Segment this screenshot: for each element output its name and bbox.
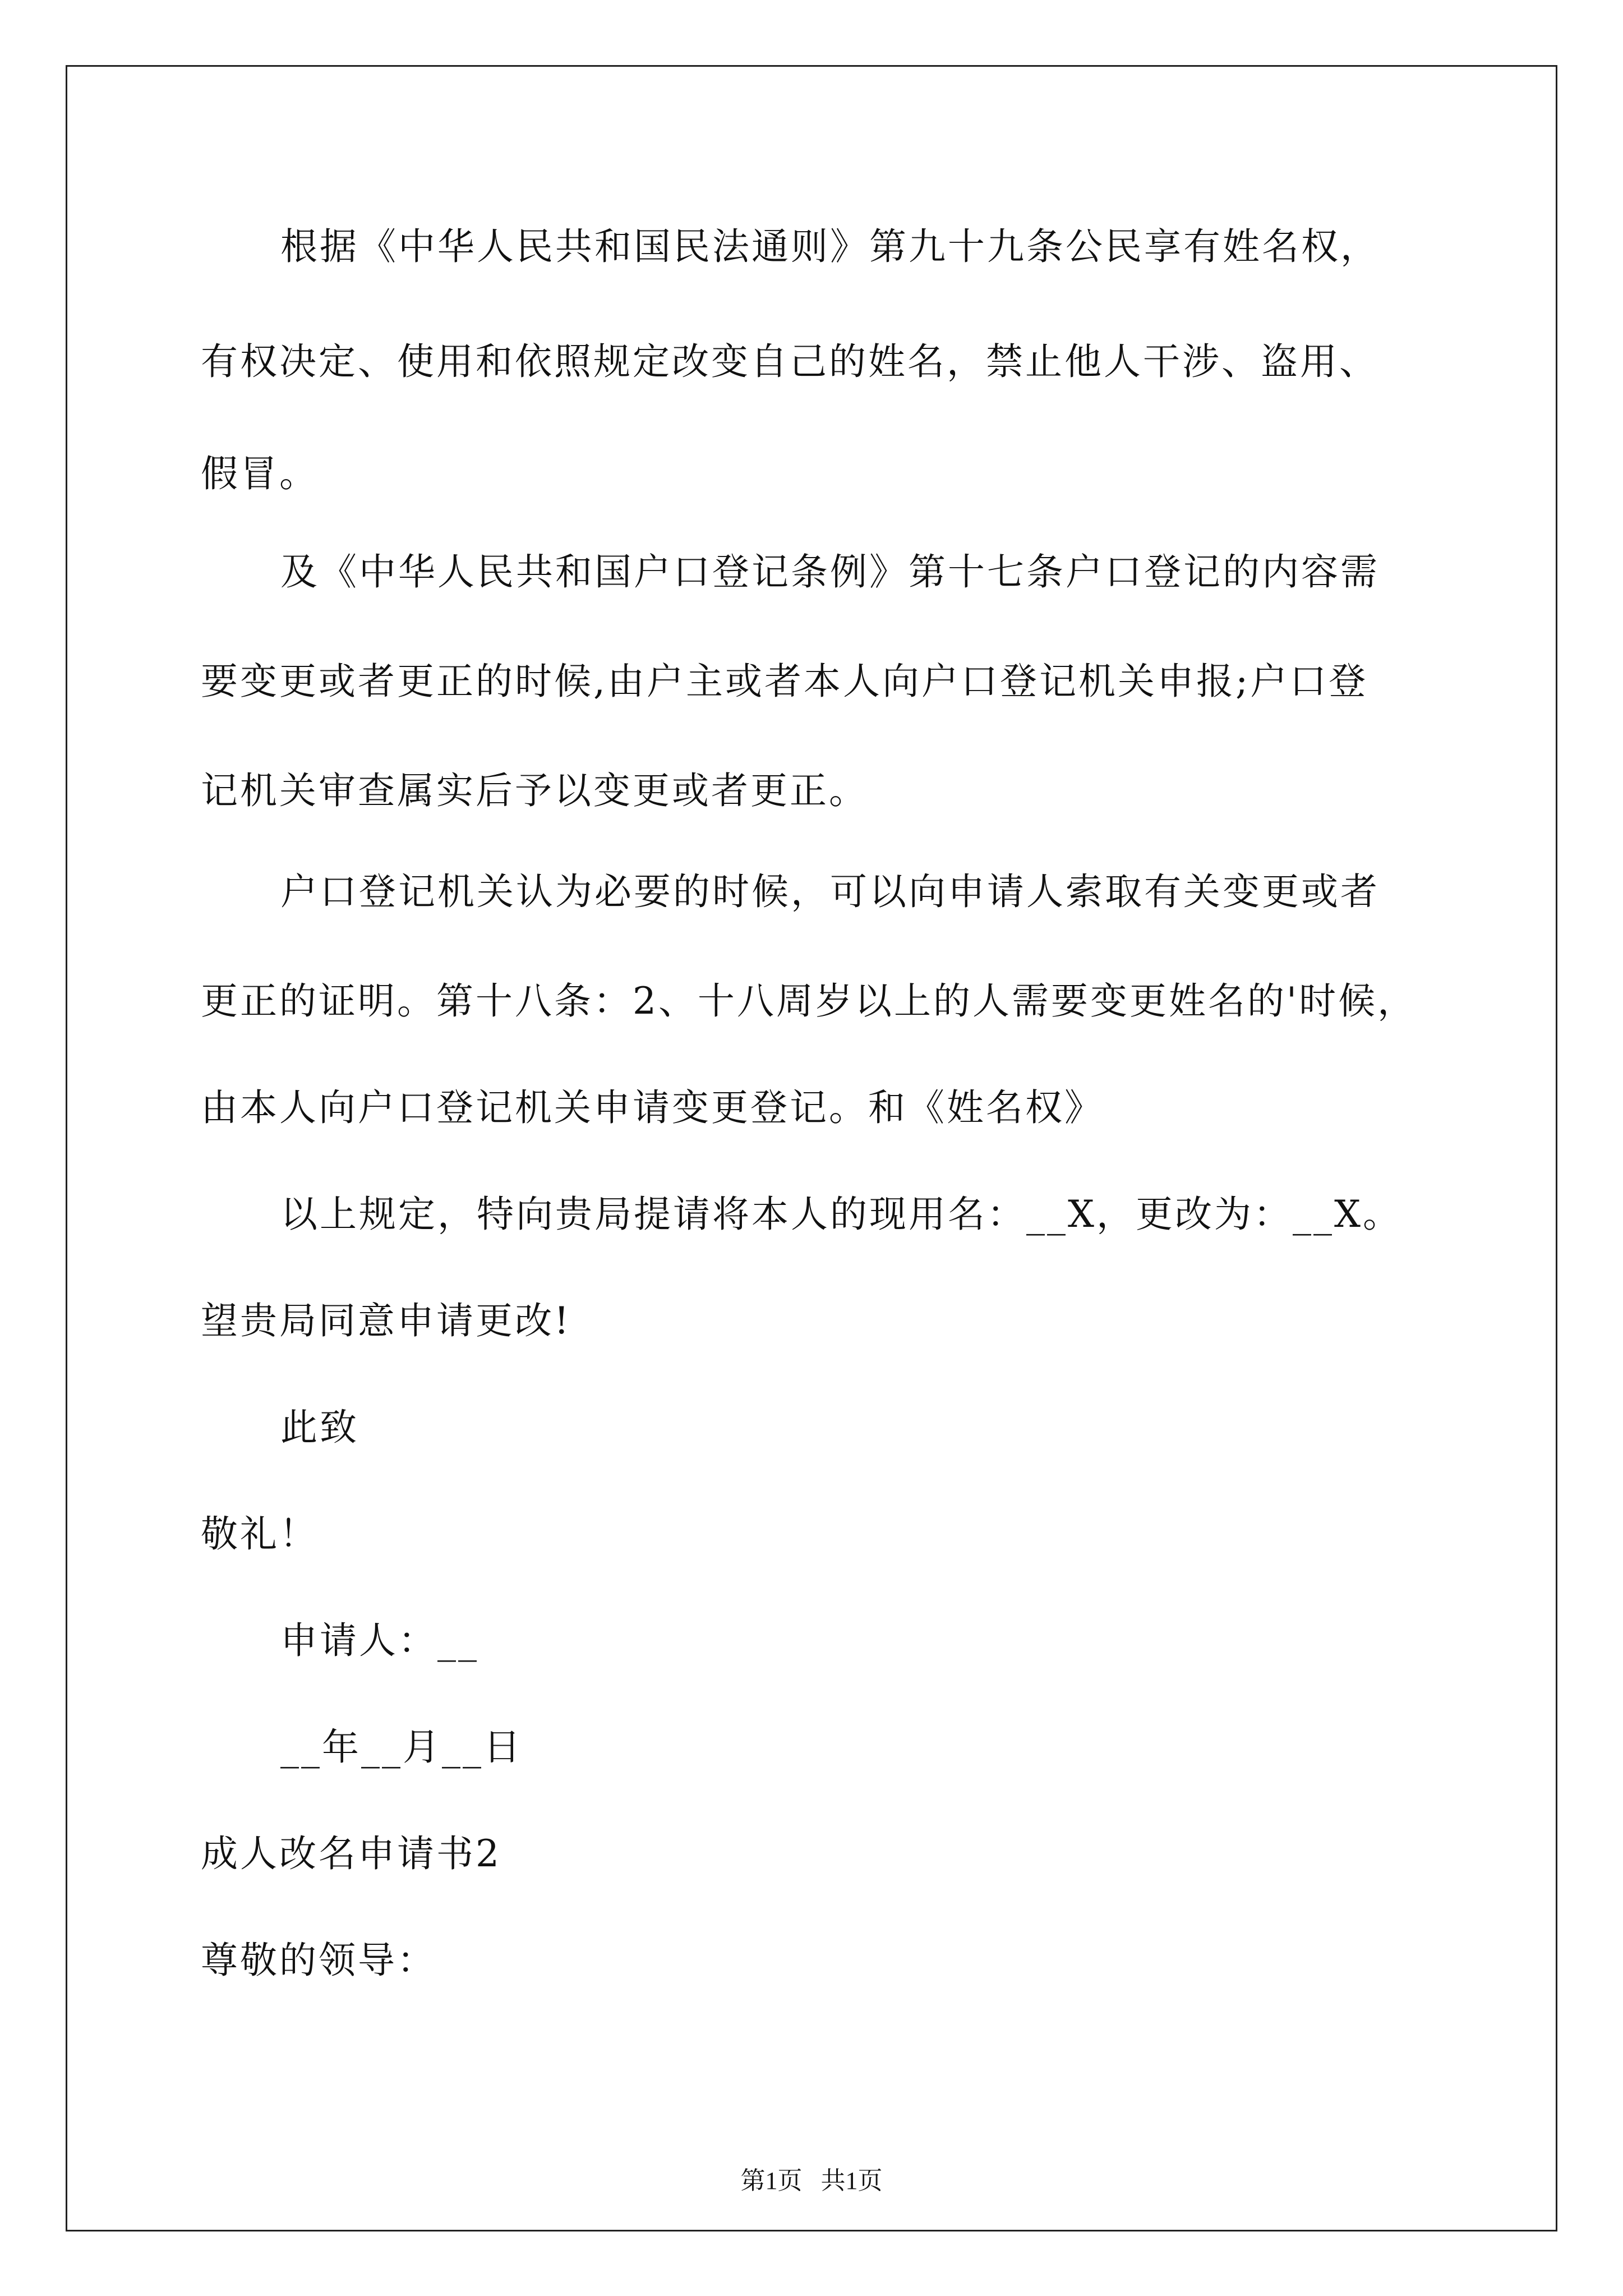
paragraph-2-line-3: 记机关审查属实后予以变更或者更正。 — [201, 769, 868, 812]
applicant-line: 申请人：__ — [280, 1619, 479, 1662]
paragraph-4-line-2: 望贵局同意申请更改! — [201, 1299, 571, 1342]
paragraph-1-line-1: 根据《中华人民共和国民法通则》第九十九条公民享有姓名权， — [280, 225, 1380, 268]
paragraph-3-line-2: 更正的证明。第十八条：2、十八周岁以上的人需要变更姓名的'时候， — [201, 979, 1417, 1023]
paragraph-3-line-1: 户口登记机关认为必要的时候，可以向申请人索取有关变更或者 — [280, 870, 1380, 913]
paragraph-3-line-3: 由本人向户口登记机关申请变更登记。和《姓名权》 — [201, 1086, 1104, 1129]
section-title: 成人改名申请书2 — [201, 1832, 501, 1875]
date-line: __年__月__日 — [280, 1726, 523, 1769]
salutation: 尊敬的领导： — [201, 1939, 436, 1982]
paragraph-2-line-1: 及《中华人民共和国户口登记条例》第十七条户口登记的内容需 — [280, 550, 1380, 593]
paragraph-1-line-3: 假冒。 — [201, 452, 319, 495]
page-footer: 第1页 共1页 — [740, 2167, 883, 2194]
page-border — [66, 65, 1557, 2231]
paragraph-4-line-1: 以上规定，特向贵局提请将本人的现用名：__X，更改为：__X。 — [280, 1193, 1402, 1236]
closing-jingli: 敬礼！ — [201, 1512, 319, 1556]
closing-cizhi: 此致 — [280, 1406, 359, 1449]
paragraph-2-line-2: 要变更或者更正的时候,由户主或者本人向户口登记机关申报;户口登 — [201, 660, 1368, 703]
paragraph-1-line-2: 有权决定、使用和依照规定改变自己的姓名，禁止他人干涉、盗用、 — [201, 340, 1378, 383]
